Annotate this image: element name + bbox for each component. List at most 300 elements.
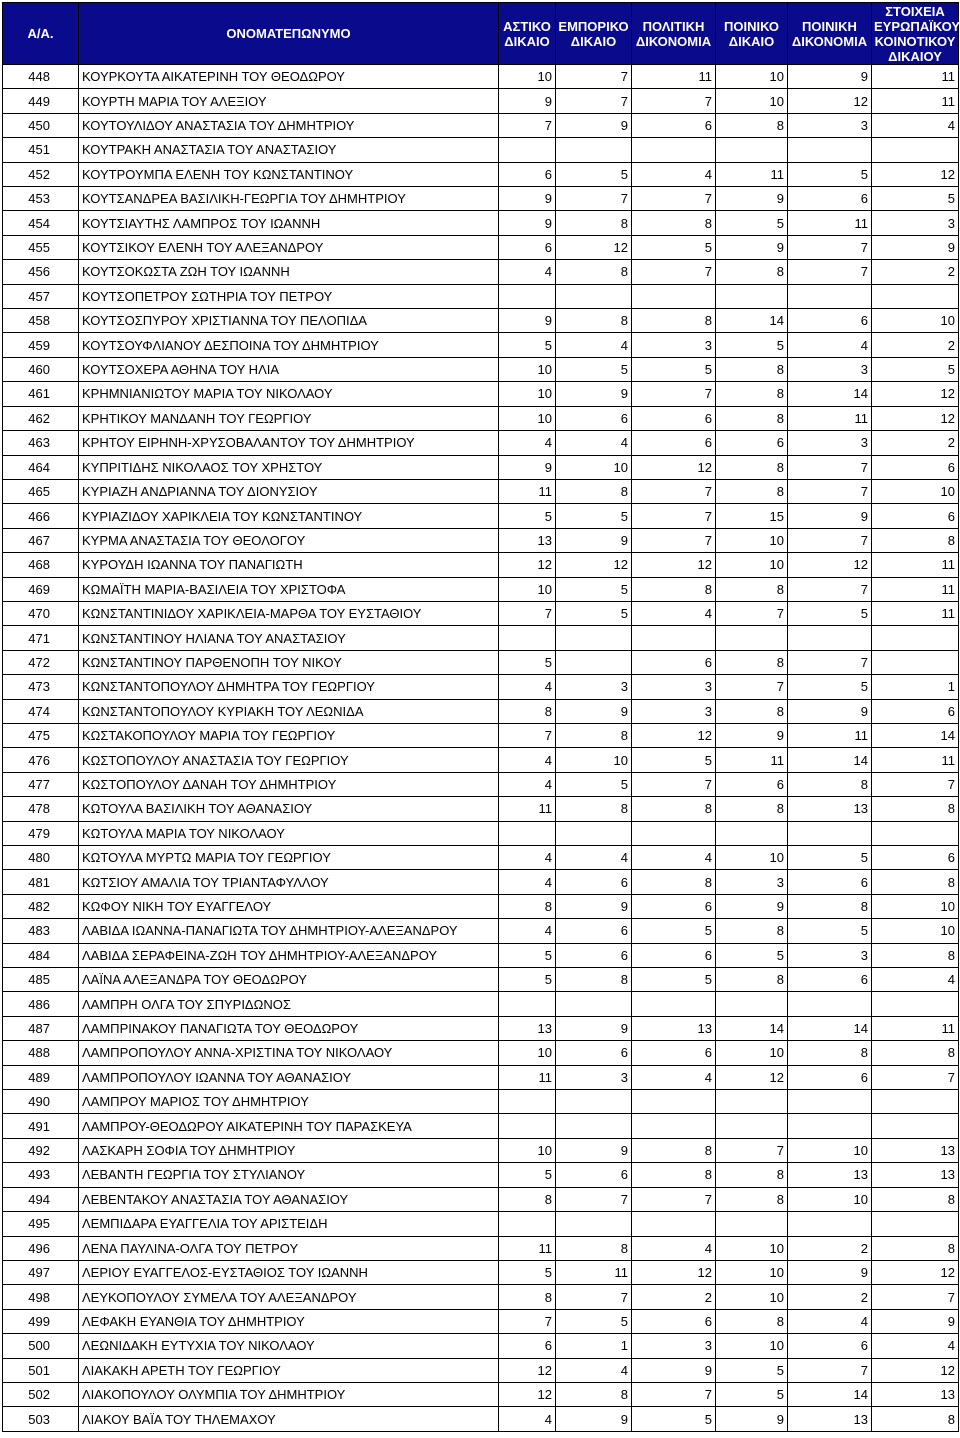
cell-criminal-procedure: 6 bbox=[788, 968, 872, 992]
cell-criminal-procedure: 13 bbox=[788, 1407, 872, 1431]
cell-civil-procedure: 6 bbox=[632, 1309, 716, 1333]
cell-serial-number: 466 bbox=[3, 504, 79, 528]
cell-criminal-law: 8 bbox=[716, 968, 788, 992]
cell-criminal-procedure: 5 bbox=[788, 846, 872, 870]
cell-civil-law: 9 bbox=[499, 187, 556, 211]
table-row bbox=[3, 626, 959, 650]
cell-civil-law: 4 bbox=[499, 846, 556, 870]
header-full-name: ΟΝΟΜΑΤΕΠΩΝΥΜΟ bbox=[79, 3, 499, 65]
cell-full-name: ΚΟΥΤΣΙΚΟΥ ΕΛΕΝΗ ΤΟΥ ΑΛΕΞΑΝΔΡΟΥ bbox=[79, 235, 499, 259]
cell-criminal-law: 10 bbox=[716, 65, 788, 89]
table-row bbox=[3, 1114, 959, 1138]
cell-commercial-law: 9 bbox=[556, 699, 632, 723]
cell-commercial-law: 12 bbox=[556, 235, 632, 259]
cell-serial-number: 502 bbox=[3, 1382, 79, 1406]
cell-serial-number: 468 bbox=[3, 553, 79, 577]
table-row bbox=[3, 1041, 959, 1065]
cell-civil-law: 4 bbox=[499, 431, 556, 455]
cell-commercial-law: 5 bbox=[556, 772, 632, 796]
cell-full-name: ΚΩΤΟΥΛΑ ΒΑΣΙΛΙΚΗ ΤΟΥ ΑΘΑΝΑΣΙΟΥ bbox=[79, 797, 499, 821]
cell-commercial-law: 3 bbox=[556, 1065, 632, 1089]
cell-eu-law: 11 bbox=[872, 65, 959, 89]
cell-civil-law bbox=[499, 821, 556, 845]
cell-criminal-procedure: 6 bbox=[788, 1334, 872, 1358]
cell-eu-law: 12 bbox=[872, 1358, 959, 1382]
cell-criminal-procedure: 14 bbox=[788, 748, 872, 772]
cell-criminal-procedure bbox=[788, 1114, 872, 1138]
cell-serial-number: 486 bbox=[3, 992, 79, 1016]
table-row bbox=[3, 504, 959, 528]
cell-full-name: ΚΟΥΤΟΥΛΙΔΟΥ ΑΝΑΣΤΑΣΙΑ ΤΟΥ ΔΗΜΗΤΡΙΟΥ bbox=[79, 113, 499, 137]
table-row bbox=[3, 821, 959, 845]
cell-criminal-procedure: 13 bbox=[788, 1163, 872, 1187]
cell-commercial-law: 9 bbox=[556, 382, 632, 406]
table-row bbox=[3, 1187, 959, 1211]
cell-civil-law: 8 bbox=[499, 894, 556, 918]
table-row bbox=[3, 162, 959, 186]
cell-commercial-law: 5 bbox=[556, 504, 632, 528]
table-row bbox=[3, 943, 959, 967]
cell-serial-number: 457 bbox=[3, 284, 79, 308]
cell-commercial-law bbox=[556, 284, 632, 308]
cell-commercial-law: 8 bbox=[556, 479, 632, 503]
cell-eu-law: 8 bbox=[872, 1407, 959, 1431]
cell-criminal-procedure: 7 bbox=[788, 479, 872, 503]
cell-commercial-law bbox=[556, 821, 632, 845]
cell-eu-law: 2 bbox=[872, 333, 959, 357]
cell-commercial-law: 7 bbox=[556, 65, 632, 89]
cell-full-name: ΛΑΜΠΡΙΝΑΚΟΥ ΠΑΝΑΓΙΩΤΑ ΤΟΥ ΘΕΟΔΩΡΟΥ bbox=[79, 1016, 499, 1040]
cell-commercial-law: 7 bbox=[556, 89, 632, 113]
cell-eu-law: 10 bbox=[872, 309, 959, 333]
cell-full-name: ΛΕΒΑΝΤΗ ΓΕΩΡΓΙΑ ΤΟΥ ΣΤΥΛΙΑΝΟΥ bbox=[79, 1163, 499, 1187]
cell-criminal-law: 8 bbox=[716, 1163, 788, 1187]
cell-civil-procedure: 7 bbox=[632, 382, 716, 406]
cell-criminal-law bbox=[716, 821, 788, 845]
cell-eu-law bbox=[872, 284, 959, 308]
cell-serial-number: 455 bbox=[3, 235, 79, 259]
table-row bbox=[3, 333, 959, 357]
cell-civil-procedure: 8 bbox=[632, 577, 716, 601]
cell-full-name: ΛΑΣΚΑΡΗ ΣΟΦΙΑ ΤΟΥ ΔΗΜΗΤΡΙΟΥ bbox=[79, 1138, 499, 1162]
table-row bbox=[3, 894, 959, 918]
cell-commercial-law: 8 bbox=[556, 260, 632, 284]
cell-commercial-law: 6 bbox=[556, 406, 632, 430]
cell-civil-procedure: 6 bbox=[632, 1041, 716, 1065]
cell-criminal-procedure: 7 bbox=[788, 528, 872, 552]
table-row bbox=[3, 1407, 959, 1431]
cell-full-name: ΛΑΜΠΡΗ ΟΛΓΑ ΤΟΥ ΣΠΥΡΙΔΩΝΟΣ bbox=[79, 992, 499, 1016]
cell-civil-law: 9 bbox=[499, 211, 556, 235]
cell-eu-law: 4 bbox=[872, 1334, 959, 1358]
table-row bbox=[3, 1260, 959, 1284]
cell-eu-law: 7 bbox=[872, 772, 959, 796]
cell-criminal-procedure: 12 bbox=[788, 553, 872, 577]
cell-serial-number: 483 bbox=[3, 919, 79, 943]
cell-serial-number: 478 bbox=[3, 797, 79, 821]
cell-civil-procedure: 5 bbox=[632, 748, 716, 772]
cell-commercial-law: 9 bbox=[556, 1016, 632, 1040]
cell-criminal-procedure: 7 bbox=[788, 577, 872, 601]
table-row bbox=[3, 650, 959, 674]
cell-serial-number: 494 bbox=[3, 1187, 79, 1211]
cell-civil-law bbox=[499, 284, 556, 308]
cell-full-name: ΚΩΤΣΙΟΥ ΑΜΑΛΙΑ ΤΟΥ ΤΡΙΑΝΤΑΦΥΛΛΟΥ bbox=[79, 870, 499, 894]
cell-full-name: ΚΟΥΤΡΑΚΗ ΑΝΑΣΤΑΣΙΑ ΤΟΥ ΑΝΑΣΤΑΣΙΟΥ bbox=[79, 138, 499, 162]
cell-eu-law: 10 bbox=[872, 479, 959, 503]
cell-civil-law: 10 bbox=[499, 577, 556, 601]
cell-eu-law: 6 bbox=[872, 699, 959, 723]
cell-civil-law: 7 bbox=[499, 1309, 556, 1333]
cell-eu-law: 3 bbox=[872, 211, 959, 235]
cell-criminal-law bbox=[716, 138, 788, 162]
cell-commercial-law bbox=[556, 138, 632, 162]
cell-criminal-procedure: 13 bbox=[788, 797, 872, 821]
cell-full-name: ΚΩΝΣΤΑΝΤΙΝΟΥ ΠΑΡΘΕΝΟΠΗ ΤΟΥ ΝΙΚΟΥ bbox=[79, 650, 499, 674]
cell-full-name: ΚΡΗΜΝΙΑΝΙΩΤΟΥ ΜΑΡΙΑ ΤΟΥ ΝΙΚΟΛΑΟΥ bbox=[79, 382, 499, 406]
cell-civil-law: 10 bbox=[499, 1138, 556, 1162]
cell-full-name: ΚΩΝΣΤΑΝΤΟΠΟΥΛΟΥ ΚΥΡΙΑΚΗ ΤΟΥ ΛΕΩΝΙΔΑ bbox=[79, 699, 499, 723]
cell-full-name: ΚΩΜΑΪΤΗ ΜΑΡΙΑ-ΒΑΣΙΛΕΙΑ ΤΟΥ ΧΡΙΣΤΟΦΑ bbox=[79, 577, 499, 601]
cell-criminal-law: 9 bbox=[716, 187, 788, 211]
cell-commercial-law: 5 bbox=[556, 162, 632, 186]
cell-eu-law: 9 bbox=[872, 235, 959, 259]
header-civil-law: ΑΣΤΙΚΟ ΔΙΚΑΙΟ bbox=[499, 3, 556, 65]
cell-serial-number: 458 bbox=[3, 309, 79, 333]
cell-criminal-procedure: 10 bbox=[788, 1138, 872, 1162]
table-row bbox=[3, 1090, 959, 1114]
cell-eu-law: 1 bbox=[872, 675, 959, 699]
table-row bbox=[3, 748, 959, 772]
cell-commercial-law: 9 bbox=[556, 894, 632, 918]
cell-civil-procedure bbox=[632, 992, 716, 1016]
cell-criminal-law bbox=[716, 1114, 788, 1138]
cell-serial-number: 476 bbox=[3, 748, 79, 772]
cell-full-name: ΛΙΑΚΟΠΟΥΛΟΥ ΟΛΥΜΠΙΑ ΤΟΥ ΔΗΜΗΤΡΙΟΥ bbox=[79, 1382, 499, 1406]
cell-eu-law: 10 bbox=[872, 894, 959, 918]
cell-criminal-procedure: 2 bbox=[788, 1285, 872, 1309]
cell-criminal-procedure: 7 bbox=[788, 260, 872, 284]
cell-civil-law: 9 bbox=[499, 455, 556, 479]
cell-full-name: ΛΑΜΠΡΟΠΟΥΛΟΥ ΑΝΝΑ-ΧΡΙΣΤΙΝΑ ΤΟΥ ΝΙΚΟΛΑΟΥ bbox=[79, 1041, 499, 1065]
cell-serial-number: 488 bbox=[3, 1041, 79, 1065]
cell-civil-procedure: 7 bbox=[632, 479, 716, 503]
cell-eu-law: 7 bbox=[872, 1065, 959, 1089]
cell-eu-law: 13 bbox=[872, 1163, 959, 1187]
cell-serial-number: 484 bbox=[3, 943, 79, 967]
cell-criminal-law: 8 bbox=[716, 919, 788, 943]
cell-criminal-procedure: 9 bbox=[788, 504, 872, 528]
cell-civil-law: 10 bbox=[499, 382, 556, 406]
cell-full-name: ΛΑΜΠΡΟΥ ΜΑΡΙΟΣ ΤΟΥ ΔΗΜΗΤΡΙΟΥ bbox=[79, 1090, 499, 1114]
table-row bbox=[3, 138, 959, 162]
cell-criminal-law: 10 bbox=[716, 1285, 788, 1309]
cell-civil-procedure: 12 bbox=[632, 553, 716, 577]
cell-full-name: ΚΩΣΤΑΚΟΠΟΥΛΟΥ ΜΑΡΙΑ ΤΟΥ ΓΕΩΡΓΙΟΥ bbox=[79, 723, 499, 747]
cell-criminal-law: 10 bbox=[716, 1041, 788, 1065]
cell-civil-law: 4 bbox=[499, 675, 556, 699]
table-row bbox=[3, 968, 959, 992]
cell-commercial-law: 12 bbox=[556, 553, 632, 577]
cell-criminal-law: 15 bbox=[716, 504, 788, 528]
table-row bbox=[3, 723, 959, 747]
cell-full-name: ΚΟΥΤΣΟΧΕΡΑ ΑΘΗΝΑ ΤΟΥ ΗΛΙΑ bbox=[79, 357, 499, 381]
cell-eu-law: 6 bbox=[872, 846, 959, 870]
cell-eu-law: 11 bbox=[872, 1016, 959, 1040]
cell-criminal-procedure bbox=[788, 284, 872, 308]
table-row bbox=[3, 1065, 959, 1089]
cell-civil-procedure: 7 bbox=[632, 187, 716, 211]
cell-full-name: ΛΕΦΑΚΗ ΕΥΑΝΘΙΑ ΤΟΥ ΔΗΜΗΤΡΙΟΥ bbox=[79, 1309, 499, 1333]
cell-civil-procedure: 3 bbox=[632, 675, 716, 699]
cell-serial-number: 461 bbox=[3, 382, 79, 406]
cell-eu-law: 10 bbox=[872, 919, 959, 943]
cell-full-name: ΚΩΣΤΟΠΟΥΛΟΥ ΔΑΝΑΗ ΤΟΥ ΔΗΜΗΤΡΙΟΥ bbox=[79, 772, 499, 796]
cell-civil-law: 8 bbox=[499, 699, 556, 723]
cell-full-name: ΚΟΥΡΤΗ ΜΑΡΙΑ ΤΟΥ ΑΛΕΞΙΟΥ bbox=[79, 89, 499, 113]
cell-civil-law: 8 bbox=[499, 1285, 556, 1309]
cell-civil-law bbox=[499, 1114, 556, 1138]
table-row bbox=[3, 1236, 959, 1260]
cell-full-name: ΚΥΠΡΙΤΙΔΗΣ ΝΙΚΟΛΑΟΣ ΤΟΥ ΧΡΗΣΤΟΥ bbox=[79, 455, 499, 479]
cell-civil-law: 8 bbox=[499, 1187, 556, 1211]
cell-criminal-law: 7 bbox=[716, 601, 788, 625]
cell-eu-law: 13 bbox=[872, 1382, 959, 1406]
table-row bbox=[3, 772, 959, 796]
cell-civil-procedure bbox=[632, 284, 716, 308]
cell-criminal-procedure bbox=[788, 821, 872, 845]
cell-civil-procedure bbox=[632, 1090, 716, 1114]
cell-serial-number: 465 bbox=[3, 479, 79, 503]
cell-serial-number: 472 bbox=[3, 650, 79, 674]
cell-criminal-law bbox=[716, 284, 788, 308]
cell-civil-procedure: 12 bbox=[632, 723, 716, 747]
cell-criminal-law: 8 bbox=[716, 797, 788, 821]
cell-criminal-procedure bbox=[788, 1090, 872, 1114]
cell-commercial-law: 9 bbox=[556, 1407, 632, 1431]
cell-civil-procedure bbox=[632, 626, 716, 650]
cell-criminal-procedure: 14 bbox=[788, 1016, 872, 1040]
cell-civil-procedure: 3 bbox=[632, 699, 716, 723]
cell-civil-law: 7 bbox=[499, 601, 556, 625]
cell-criminal-law: 8 bbox=[716, 1309, 788, 1333]
cell-serial-number: 449 bbox=[3, 89, 79, 113]
cell-criminal-law: 8 bbox=[716, 577, 788, 601]
cell-civil-procedure: 8 bbox=[632, 1163, 716, 1187]
table-row bbox=[3, 455, 959, 479]
cell-civil-law: 4 bbox=[499, 870, 556, 894]
cell-criminal-law: 10 bbox=[716, 528, 788, 552]
table-row bbox=[3, 431, 959, 455]
cell-civil-procedure: 6 bbox=[632, 943, 716, 967]
cell-civil-procedure: 8 bbox=[632, 211, 716, 235]
cell-eu-law bbox=[872, 626, 959, 650]
cell-civil-law: 10 bbox=[499, 406, 556, 430]
cell-criminal-law: 8 bbox=[716, 382, 788, 406]
cell-serial-number: 500 bbox=[3, 1334, 79, 1358]
cell-serial-number: 501 bbox=[3, 1358, 79, 1382]
cell-criminal-law: 8 bbox=[716, 455, 788, 479]
cell-full-name: ΛΑΒΙΔΑ ΣΕΡΑΦΕΙΝΑ-ΖΩΗ ΤΟΥ ΔΗΜΗΤΡΙΟΥ-ΑΛΕΞΑΝΔΡΟΥ bbox=[79, 943, 499, 967]
table-row bbox=[3, 357, 959, 381]
cell-criminal-procedure bbox=[788, 138, 872, 162]
cell-civil-procedure: 4 bbox=[632, 846, 716, 870]
cell-eu-law: 8 bbox=[872, 797, 959, 821]
cell-commercial-law: 5 bbox=[556, 601, 632, 625]
cell-civil-law: 4 bbox=[499, 1407, 556, 1431]
cell-full-name: ΚΩΦΟΥ ΝΙΚΗ ΤΟΥ ΕΥΑΓΓΕΛΟΥ bbox=[79, 894, 499, 918]
cell-eu-law: 7 bbox=[872, 1285, 959, 1309]
cell-serial-number: 489 bbox=[3, 1065, 79, 1089]
cell-eu-law: 12 bbox=[872, 382, 959, 406]
cell-civil-law: 5 bbox=[499, 504, 556, 528]
cell-commercial-law: 4 bbox=[556, 846, 632, 870]
cell-full-name: ΚΟΥΡΚΟΥΤΑ ΑΙΚΑΤΕΡΙΝΗ ΤΟΥ ΘΕΟΔΩΡΟΥ bbox=[79, 65, 499, 89]
cell-full-name: ΚΟΥΤΣΟΚΩΣΤΑ ΖΩΗ ΤΟΥ ΙΩΑΝΝΗ bbox=[79, 260, 499, 284]
table-row bbox=[3, 187, 959, 211]
cell-eu-law: 4 bbox=[872, 113, 959, 137]
cell-commercial-law: 8 bbox=[556, 968, 632, 992]
cell-full-name: ΚΟΥΤΣΟΣΠΥΡΟΥ ΧΡΙΣΤΙΑΝΝΑ ΤΟΥ ΠΕΛΟΠΙΔΑ bbox=[79, 309, 499, 333]
cell-criminal-procedure: 4 bbox=[788, 333, 872, 357]
cell-eu-law: 11 bbox=[872, 89, 959, 113]
cell-serial-number: 482 bbox=[3, 894, 79, 918]
cell-serial-number: 497 bbox=[3, 1260, 79, 1284]
cell-full-name: ΚΩΝΣΤΑΝΤΙΝΙΔΟΥ ΧΑΡΙΚΛΕΙΑ-ΜΑΡΘΑ ΤΟΥ ΕΥΣΤΑΘΙΟΥ bbox=[79, 601, 499, 625]
cell-civil-procedure: 6 bbox=[632, 894, 716, 918]
cell-serial-number: 491 bbox=[3, 1114, 79, 1138]
cell-civil-law: 11 bbox=[499, 797, 556, 821]
cell-serial-number: 452 bbox=[3, 162, 79, 186]
cell-eu-law bbox=[872, 650, 959, 674]
cell-civil-procedure: 7 bbox=[632, 89, 716, 113]
table-row bbox=[3, 1016, 959, 1040]
cell-serial-number: 462 bbox=[3, 406, 79, 430]
cell-full-name: ΛΕΜΠΙΔΑΡΑ ΕΥΑΓΓΕΛΙΑ ΤΟΥ ΑΡΙΣΤΕΙΔΗ bbox=[79, 1212, 499, 1236]
cell-criminal-law bbox=[716, 626, 788, 650]
cell-eu-law: 11 bbox=[872, 577, 959, 601]
cell-civil-procedure: 3 bbox=[632, 1334, 716, 1358]
cell-eu-law: 13 bbox=[872, 1138, 959, 1162]
cell-criminal-procedure: 11 bbox=[788, 211, 872, 235]
cell-civil-law: 5 bbox=[499, 650, 556, 674]
cell-eu-law: 14 bbox=[872, 723, 959, 747]
table-row bbox=[3, 406, 959, 430]
cell-criminal-law: 8 bbox=[716, 260, 788, 284]
cell-criminal-procedure: 12 bbox=[788, 89, 872, 113]
cell-commercial-law: 7 bbox=[556, 1285, 632, 1309]
cell-commercial-law: 10 bbox=[556, 455, 632, 479]
cell-commercial-law: 9 bbox=[556, 113, 632, 137]
cell-full-name: ΛΑΪΝΑ ΑΛΕΞΑΝΔΡΑ ΤΟΥ ΘΕΟΔΩΡΟΥ bbox=[79, 968, 499, 992]
cell-criminal-procedure: 8 bbox=[788, 772, 872, 796]
table-row bbox=[3, 260, 959, 284]
cell-criminal-law: 8 bbox=[716, 357, 788, 381]
cell-civil-law: 7 bbox=[499, 113, 556, 137]
cell-criminal-law bbox=[716, 992, 788, 1016]
table-row bbox=[3, 382, 959, 406]
cell-civil-law: 13 bbox=[499, 528, 556, 552]
table-row bbox=[3, 992, 959, 1016]
cell-criminal-procedure: 14 bbox=[788, 1382, 872, 1406]
cell-civil-law: 5 bbox=[499, 968, 556, 992]
table-row bbox=[3, 1285, 959, 1309]
cell-commercial-law bbox=[556, 650, 632, 674]
cell-eu-law: 9 bbox=[872, 1309, 959, 1333]
cell-civil-procedure: 4 bbox=[632, 1236, 716, 1260]
grades-table bbox=[2, 2, 959, 1432]
cell-serial-number: 450 bbox=[3, 113, 79, 137]
table-row bbox=[3, 601, 959, 625]
cell-eu-law: 12 bbox=[872, 162, 959, 186]
cell-eu-law: 8 bbox=[872, 1041, 959, 1065]
cell-eu-law: 11 bbox=[872, 601, 959, 625]
cell-eu-law: 6 bbox=[872, 504, 959, 528]
cell-civil-procedure bbox=[632, 1212, 716, 1236]
cell-serial-number: 463 bbox=[3, 431, 79, 455]
cell-criminal-law bbox=[716, 1090, 788, 1114]
cell-criminal-law: 7 bbox=[716, 675, 788, 699]
header-civil-procedure: ΠΟΛΙΤΙΚΗ ΔΙΚΟΝΟΜΙΑ bbox=[632, 3, 716, 65]
table-row bbox=[3, 1309, 959, 1333]
cell-criminal-procedure: 8 bbox=[788, 894, 872, 918]
cell-civil-procedure bbox=[632, 821, 716, 845]
cell-civil-law: 5 bbox=[499, 943, 556, 967]
cell-commercial-law: 8 bbox=[556, 1382, 632, 1406]
cell-criminal-procedure: 9 bbox=[788, 65, 872, 89]
cell-eu-law bbox=[872, 1212, 959, 1236]
cell-serial-number: 471 bbox=[3, 626, 79, 650]
cell-civil-procedure: 5 bbox=[632, 1407, 716, 1431]
cell-eu-law: 12 bbox=[872, 406, 959, 430]
cell-criminal-procedure: 5 bbox=[788, 675, 872, 699]
cell-civil-procedure: 8 bbox=[632, 797, 716, 821]
cell-full-name: ΚΩΣΤΟΠΟΥΛΟΥ ΑΝΑΣΤΑΣΙΑ ΤΟΥ ΓΕΩΡΓΙΟΥ bbox=[79, 748, 499, 772]
cell-criminal-procedure: 6 bbox=[788, 187, 872, 211]
table-row bbox=[3, 309, 959, 333]
cell-criminal-law: 9 bbox=[716, 235, 788, 259]
cell-serial-number: 485 bbox=[3, 968, 79, 992]
cell-serial-number: 480 bbox=[3, 846, 79, 870]
cell-criminal-procedure bbox=[788, 992, 872, 1016]
cell-commercial-law: 1 bbox=[556, 1334, 632, 1358]
cell-full-name: ΛΙΑΚΑΚΗ ΑΡΕΤΗ ΤΟΥ ΓΕΩΡΓΙΟΥ bbox=[79, 1358, 499, 1382]
cell-civil-law: 6 bbox=[499, 235, 556, 259]
table-row bbox=[3, 211, 959, 235]
cell-civil-procedure: 6 bbox=[632, 431, 716, 455]
cell-civil-procedure: 7 bbox=[632, 1187, 716, 1211]
cell-full-name: ΚΥΡΙΑΖΗ ΑΝΔΡΙΑΝΝΑ ΤΟΥ ΔΙΟΝΥΣΙΟΥ bbox=[79, 479, 499, 503]
table-header bbox=[3, 3, 959, 65]
cell-commercial-law: 5 bbox=[556, 577, 632, 601]
cell-criminal-law: 8 bbox=[716, 479, 788, 503]
table-row bbox=[3, 1358, 959, 1382]
table-row bbox=[3, 528, 959, 552]
cell-civil-law: 10 bbox=[499, 1041, 556, 1065]
cell-eu-law bbox=[872, 138, 959, 162]
cell-criminal-procedure: 9 bbox=[788, 699, 872, 723]
cell-commercial-law: 5 bbox=[556, 357, 632, 381]
cell-civil-law: 5 bbox=[499, 1163, 556, 1187]
cell-full-name: ΚΟΥΤΣΟΥΦΛΙΑΝΟΥ ΔΕΣΠΟΙΝΑ ΤΟΥ ΔΗΜΗΤΡΙΟΥ bbox=[79, 333, 499, 357]
cell-civil-law: 12 bbox=[499, 1382, 556, 1406]
cell-criminal-procedure: 7 bbox=[788, 455, 872, 479]
cell-civil-procedure: 5 bbox=[632, 919, 716, 943]
cell-eu-law: 8 bbox=[872, 870, 959, 894]
cell-criminal-procedure: 4 bbox=[788, 1309, 872, 1333]
cell-serial-number: 473 bbox=[3, 675, 79, 699]
table-row bbox=[3, 797, 959, 821]
